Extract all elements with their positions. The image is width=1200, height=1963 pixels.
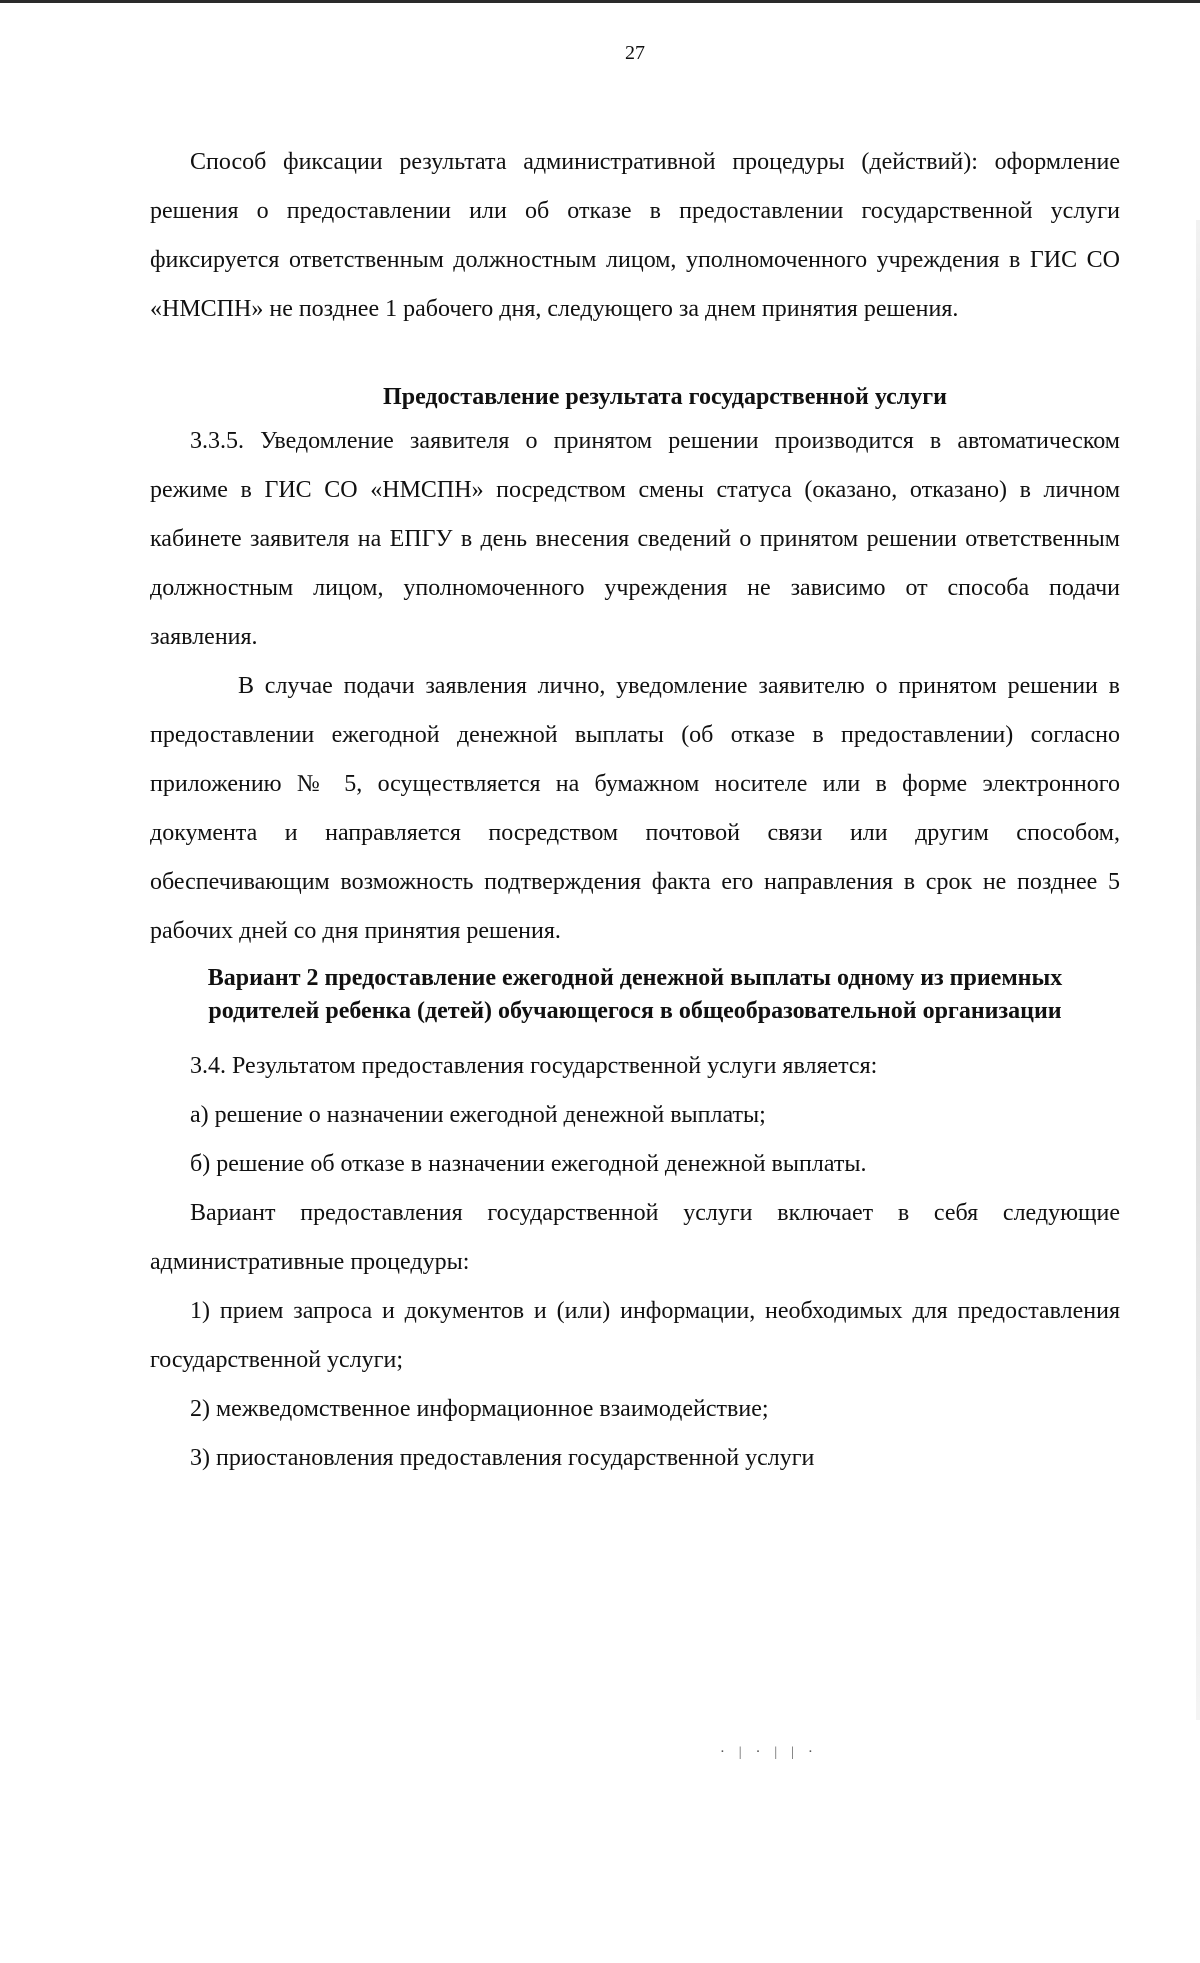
page-right-edge [1196, 220, 1200, 1720]
scan-artifact-marks: ⋅|⋅||⋅ [720, 1745, 827, 1760]
page-number: 27 [625, 42, 645, 64]
paragraph-variant-procedures: Вариант предоставления государственной услуги включает в себя следующие административные процедуры: [150, 1200, 1120, 1275]
paragraph-fixation-method: Способ фиксации результата административной процедуры (действий): оформление решения о предоставлении или об отказе в предоставлении государственной услуги фиксируется ответственным должностным лицом, уполномоченного учреждения в ГИС СО «НМСПН» не позднее 1 рабочего дня, следующего за днем принятия решения. [150, 149, 1120, 322]
paragraph-3-3-5: 3.3.5. Уведомление заявителя о принятом решении производится в автоматическом режиме в ГИС СО «НМСПН» посредством смены статуса (оказано, отказано) в личном кабинете заявителя на ЕПГУ в день внесения сведений о принятом решении ответственным должностным лицом, уполномоченного учреждения не зависимо от способа подачи заявления. [150, 428, 1120, 650]
result-item: б) решение об отказе в назначении ежегодной денежной выплаты. [190, 1151, 867, 1177]
paragraph-personal-submission: В случае подачи заявления лично, уведомление заявителю о принятом решении в предоставлении ежегодной денежной выплаты (об отказе в предоставлении) согласно приложению № 5, осуществляется на бумажном носителе или в форме электронного документа и направляется посредством почтовой связи или другим способом, обеспечивающим возможность подтверждения факта его направления в срок не позднее 5 рабочих дней со дня принятия решения. [150, 673, 1120, 944]
page-top-edge [0, 0, 1200, 3]
result-item: а) решение о назначении ежегодной денежной выплаты; [190, 1102, 766, 1128]
section-heading-result-delivery: Предоставление результата государственной услуги [383, 384, 947, 410]
section-heading-variant-2: Вариант 2 предоставление ежегодной денежной выплаты одному из приемных родителей ребенка (детей) обучающегося в общеобразовательной организации [207, 965, 1063, 1024]
document-body [150, 138, 1120, 1483]
procedure-item: 3) приостановления предоставления государственной услуги [190, 1445, 815, 1471]
procedure-item: 2) межведомственное информационное взаимодействие; [190, 1396, 769, 1422]
paragraph-3-4: 3.4. Результатом предоставления государственной услуги является: [190, 1053, 878, 1079]
procedure-item: 1) прием запроса и документов и (или) информации, необходимых для предоставления государственной услуги; [150, 1298, 1120, 1373]
